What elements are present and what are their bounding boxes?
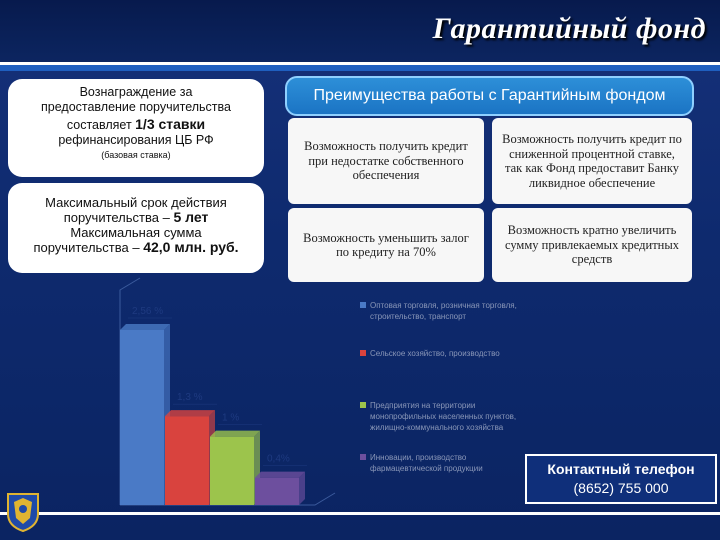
box2-line4a: поручительства – [33, 240, 144, 255]
legend-swatch [360, 302, 366, 308]
bar-top [165, 410, 215, 416]
advantage-cell-4: Возможность кратно увеличить сумму привлекаемых кредитных средств [492, 208, 692, 282]
legend-label: Сельское хозяйство, производство [370, 349, 500, 358]
bar-top [210, 431, 260, 437]
box1-line3a: составляет [66, 118, 136, 132]
bar-2 [165, 416, 209, 505]
box1-line2: предоставление поручительства [41, 100, 231, 114]
bar-3 [210, 437, 254, 505]
box1-line1: Вознаграждение за [79, 85, 193, 99]
box2-line2a: поручительства – [63, 210, 174, 225]
bar-1 [120, 330, 164, 505]
box1-line4: рефинансирования ЦБ РФ [58, 133, 214, 147]
coat-of-arms-icon [6, 492, 40, 532]
advantage-cell-1: Возможность получить кредит при недостатке собственного обеспечения [288, 118, 484, 204]
contact-title: Контактный телефон [547, 461, 695, 477]
box2-line3: Максимальная сумма [70, 225, 202, 240]
page-title: Гарантийный фонд [432, 12, 706, 45]
contact-phone: (8652) 755 000 [573, 480, 669, 496]
bar-top [255, 472, 305, 478]
legend-swatch [360, 350, 366, 356]
bar-top [120, 324, 170, 330]
contact-box [525, 454, 717, 504]
advantage-cell-2: Возможность получить кредит по сниженной процентной ставке, так как Фонд предоставит Банку ликвидное обеспечение [492, 118, 692, 204]
legend-label: Инновации, производство фармацевтической продукции [370, 453, 483, 473]
box1-note: (базовая ставка) [101, 150, 171, 160]
bar-label-2: 1,3 % [177, 392, 203, 404]
bar-label-4: 0,4% [267, 453, 290, 465]
box2-amount: 42,0 млн. руб. [143, 239, 239, 255]
bar-4 [255, 478, 299, 505]
legend-swatch [360, 454, 366, 460]
bar-label-3: 1 % [222, 412, 240, 424]
advantages-header: Преимущества работы с Гарантийным фондом [285, 76, 694, 116]
legend-label: Оптовая торговля, розничная торговля, строительство, транспорт [370, 301, 517, 321]
box2-term: 5 лет [173, 209, 209, 225]
bar-label-1: 2,56 % [132, 306, 164, 317]
legend-label: Предприятия на территории монопрофильных населенных пунктов, жилищно-коммунального хозяйства [370, 401, 517, 432]
legend-swatch [360, 402, 366, 408]
advantage-cell-3: Возможность уменьшить залог по кредиту на 70% [288, 208, 484, 282]
box2-line1: Максимальный срок действия [45, 195, 227, 210]
footer-divider [0, 512, 720, 515]
box1-rate: 1/3 ставки [135, 116, 206, 132]
